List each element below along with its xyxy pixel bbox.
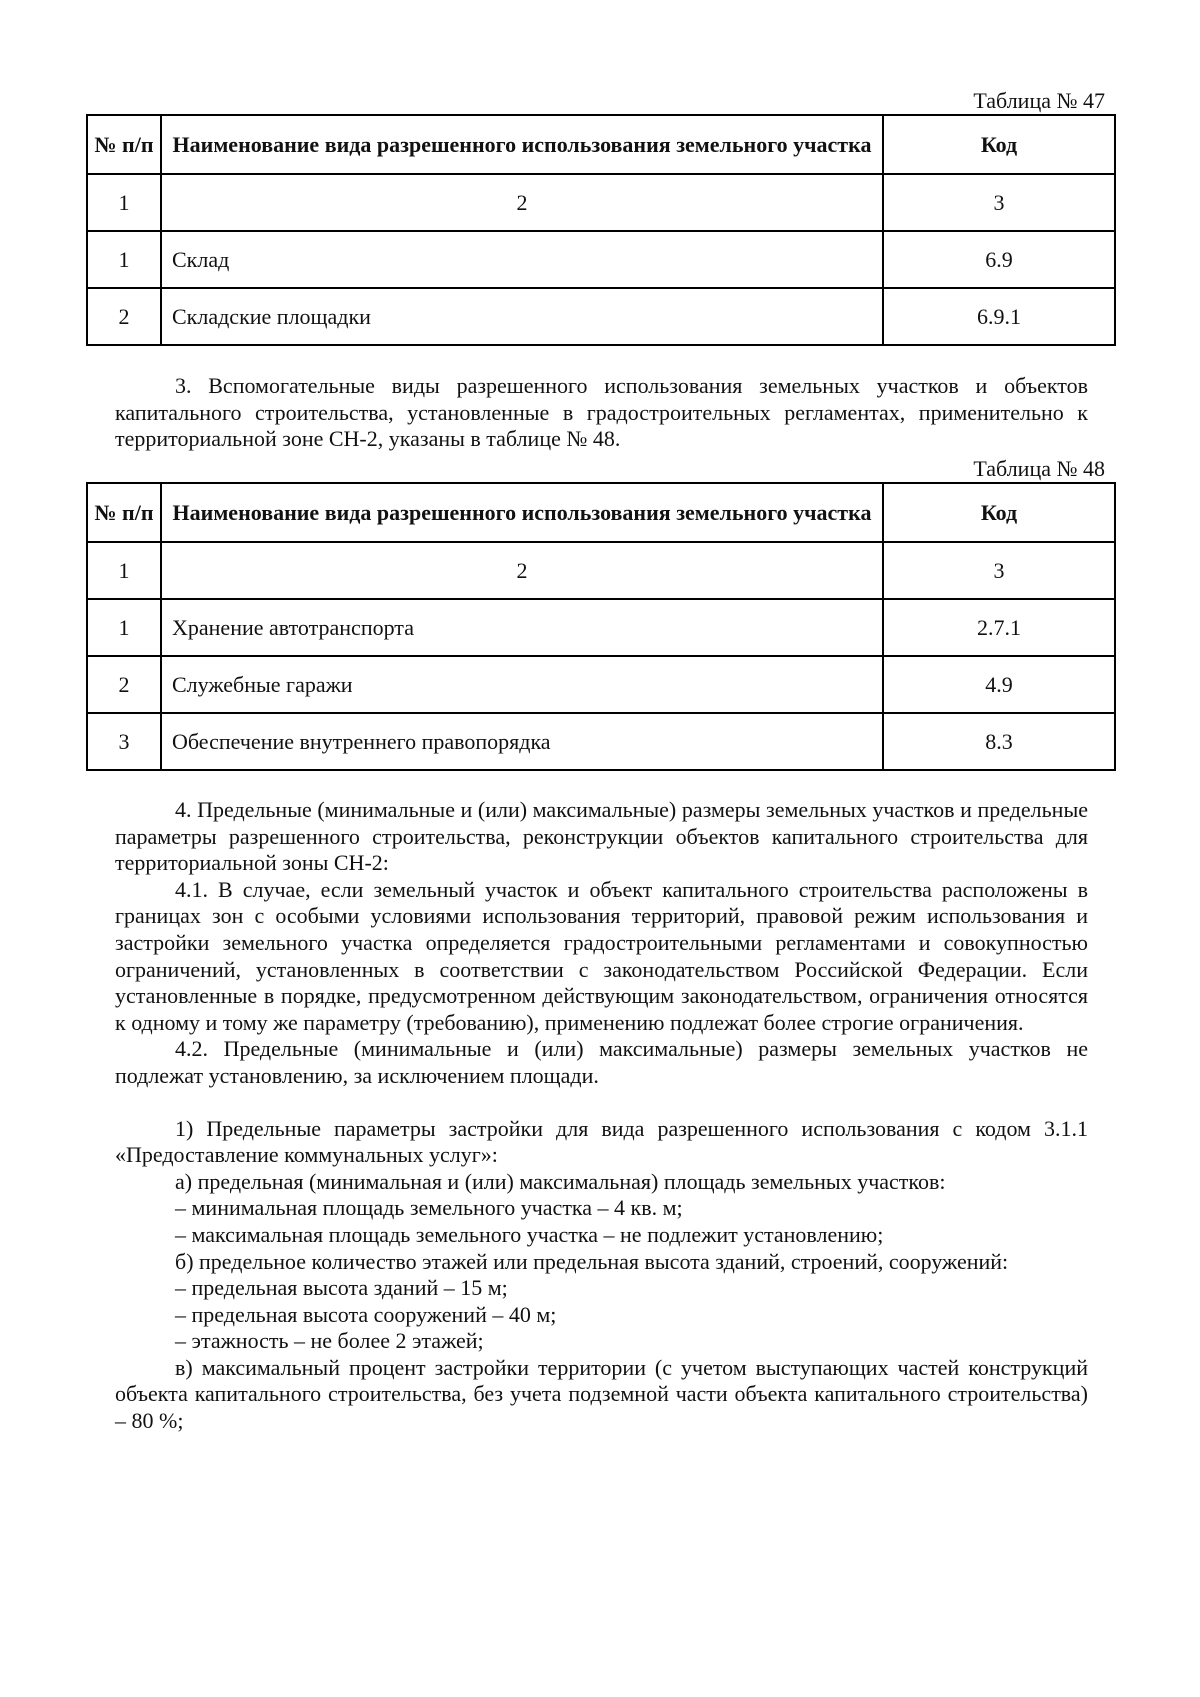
index-cell: 1 bbox=[87, 174, 161, 231]
row-name: Складские площадки bbox=[161, 288, 883, 345]
row-code: 4.9 bbox=[883, 656, 1115, 713]
section-4 bbox=[115, 797, 1088, 1435]
table-row bbox=[87, 231, 1115, 288]
table-48 bbox=[86, 482, 1116, 771]
params-paragraph: – предельная высота зданий – 15 м; bbox=[175, 1275, 508, 1301]
row-num: 3 bbox=[87, 713, 161, 770]
index-cell: 3 bbox=[883, 542, 1115, 599]
table-48-caption: Таблица № 48 bbox=[973, 456, 1105, 481]
table-row bbox=[87, 599, 1115, 656]
row-num: 1 bbox=[87, 599, 161, 656]
params-paragraph: б) предельное количество этажей или предельная высота зданий, строений, сооружений: bbox=[175, 1248, 1009, 1274]
params-paragraph: – минимальная площадь земельного участка – 4 кв. м; bbox=[175, 1195, 683, 1221]
params-paragraph: – этажность – не более 2 этажей; bbox=[175, 1328, 484, 1354]
row-num: 2 bbox=[87, 656, 161, 713]
section-3-paragraph: 3. Вспомогательные виды разрешенного использования земельных участков и объектов капитального строительства, установленные в градостроительных регламентах, применительно к территориальной зоне СН-2, указаны в таблице № 48. bbox=[115, 373, 1088, 452]
section-4-2-paragraph: 4.2. Предельные (минимальные и (или) максимальные) размеры земельных участков не подлежат установлению, за исключением площади. bbox=[115, 1036, 1088, 1088]
index-cell: 2 bbox=[161, 542, 883, 599]
table-index-row bbox=[87, 542, 1115, 599]
params-paragraph: – максимальная площадь земельного участка – не подлежит установлению; bbox=[175, 1221, 884, 1247]
table-row bbox=[87, 288, 1115, 345]
index-cell: 3 bbox=[883, 174, 1115, 231]
row-name: Обеспечение внутреннего правопорядка bbox=[161, 713, 883, 770]
table-row bbox=[87, 656, 1115, 713]
section-4-paragraph: 4. Предельные (минимальные и (или) максимальные) размеры земельных участков и предельные параметры разрешенного строительства, реконструкции объектов капитального строительства для территориальной зоны СН-2: bbox=[115, 797, 1088, 876]
index-cell: 1 bbox=[87, 542, 161, 599]
row-code: 6.9.1 bbox=[883, 288, 1115, 345]
params-paragraph: – предельная высота сооружений – 40 м; bbox=[175, 1301, 557, 1327]
table-header-row bbox=[87, 483, 1115, 542]
header-num: № п/п bbox=[87, 115, 161, 174]
row-name: Хранение автотранспорта bbox=[161, 599, 883, 656]
table-47 bbox=[86, 114, 1116, 346]
row-name: Служебные гаражи bbox=[161, 656, 883, 713]
row-name: Склад bbox=[161, 231, 883, 288]
table-47-caption: Таблица № 47 bbox=[973, 88, 1105, 113]
header-code: Код bbox=[883, 115, 1115, 174]
row-num: 1 bbox=[87, 231, 161, 288]
header-code: Код bbox=[883, 483, 1115, 542]
row-code: 8.3 bbox=[883, 713, 1115, 770]
row-code: 2.7.1 bbox=[883, 599, 1115, 656]
table-row bbox=[87, 713, 1115, 770]
row-code: 6.9 bbox=[883, 231, 1115, 288]
table-header-row bbox=[87, 115, 1115, 174]
params-paragraph: а) предельная (минимальная и (или) максимальная) площадь земельных участков: bbox=[175, 1168, 946, 1194]
params-paragraph: в) максимальный процент застройки территории (с учетом выступающих частей конструкций объекта капитального строительства, без учета подземной части объекта капитального строительства) – 80 %; bbox=[115, 1354, 1088, 1434]
index-cell: 2 bbox=[161, 174, 883, 231]
section-3 bbox=[115, 373, 1088, 453]
header-name: Наименование вида разрешенного использования земельного участка bbox=[161, 483, 883, 542]
row-num: 2 bbox=[87, 288, 161, 345]
table-index-row bbox=[87, 174, 1115, 231]
params-paragraph: 1) Предельные параметры застройки для вида разрешенного использования с кодом 3.1.1 «Предоставление коммунальных услуг»: bbox=[115, 1115, 1088, 1168]
header-num: № п/п bbox=[87, 483, 161, 542]
header-name: Наименование вида разрешенного использования земельного участка bbox=[161, 115, 883, 174]
section-4-1-paragraph: 4.1. В случае, если земельный участок и объект капитального строительства расположены в границах зон с особыми условиями использования территорий, правовой режим использования и застройки земельного участка определяется градостроительными регламентами и совокупностью ограничений, установленных в соответствии с законодательством Российской Федерации. Если установленные в порядке, предусмотренном действующим законодательством, ограничения относятся к одному и тому же параметру (требованию), применению подлежат более строгие ограничения. bbox=[115, 876, 1088, 1035]
